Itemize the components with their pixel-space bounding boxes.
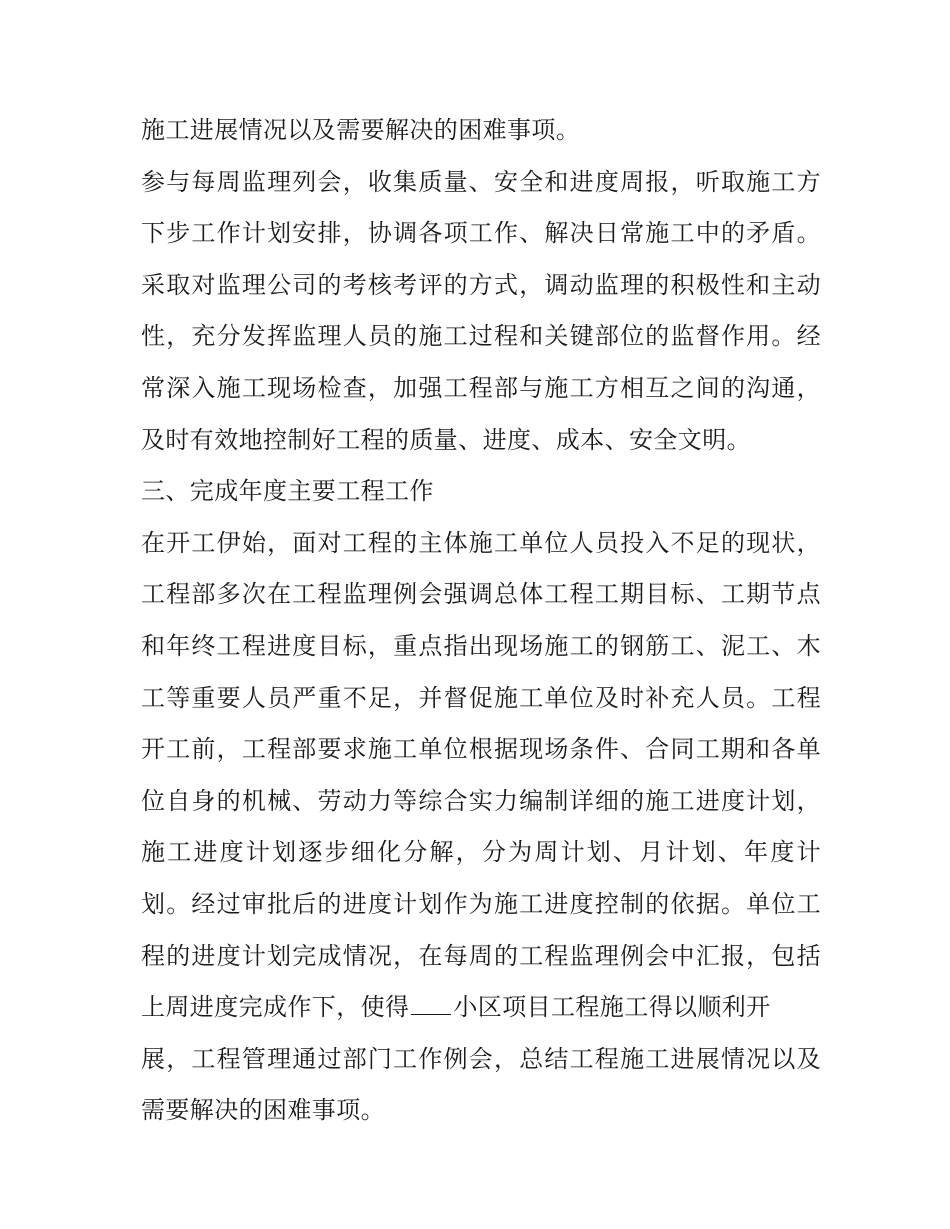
text-line: 参与每周监理列会，收集质量、安全和进度周报，听取施工方 [141, 167, 821, 196]
text-line: 展，工程管理通过部门工作例会，总结工程施工进展情况以及 [141, 1044, 821, 1073]
text-line: 常深入施工现场检查，加强工程部与施工方相互之间的沟通， [141, 373, 821, 402]
text-line: 施工进展情况以及需要解决的困难事项。 [141, 116, 581, 144]
text-line-with-blank [141, 985, 821, 1037]
text-line: 程的进度计划完成情况，在每周的工程监理例会中汇报，包括 [141, 941, 821, 970]
text-line: 工程部多次在工程监理例会强调总体工程工期目标、工期节点 [141, 580, 821, 609]
text-line: 需要解决的困难事项。 [141, 1096, 385, 1125]
text-line: 开工前，工程部要求施工单位根据现场条件、合同工期和各单 [141, 735, 821, 764]
section-heading: 三、完成年度主要工程工作 [141, 477, 434, 506]
text-line: 和年终工程进度目标，重点指出现场施工的钢筋工、泥工、木 [141, 631, 821, 660]
text-line: 性，充分发挥监理人员的施工过程和关键部位的监督作用。经 [141, 322, 821, 351]
text-line: 划。经过审批后的进度计划作为施工进度控制的依据。单位工 [141, 889, 821, 918]
fill-in-blank [411, 994, 451, 1015]
text-after-blank: 小区项目工程施工得以顺利开 [453, 993, 771, 1022]
text-line: 及时有效地控制好工程的质量、进度、成本、安全文明。 [141, 425, 751, 454]
text-before-blank: 上周进度完成作下，使得 [141, 993, 410, 1022]
text-line: 下步工作计划安排，协调各项工作、解决日常施工中的矛盾。 [141, 219, 821, 248]
text-line: 施工进度计划逐步细化分解，分为周计划、月计划、年度计 [141, 838, 821, 867]
text-line: 工等重要人员严重不足，并督促施工单位及时补充人员。工程 [141, 683, 821, 712]
text-line: 在开工伊始，面对工程的主体施工单位人员投入不足的现状， [141, 528, 821, 557]
document-body [141, 108, 821, 1140]
text-line: 位自身的机械、劳动力等综合实力编制详细的施工进度计划， [141, 786, 821, 815]
text-line: 采取对监理公司的考核考评的方式，调动监理的积极性和主动 [141, 270, 821, 299]
